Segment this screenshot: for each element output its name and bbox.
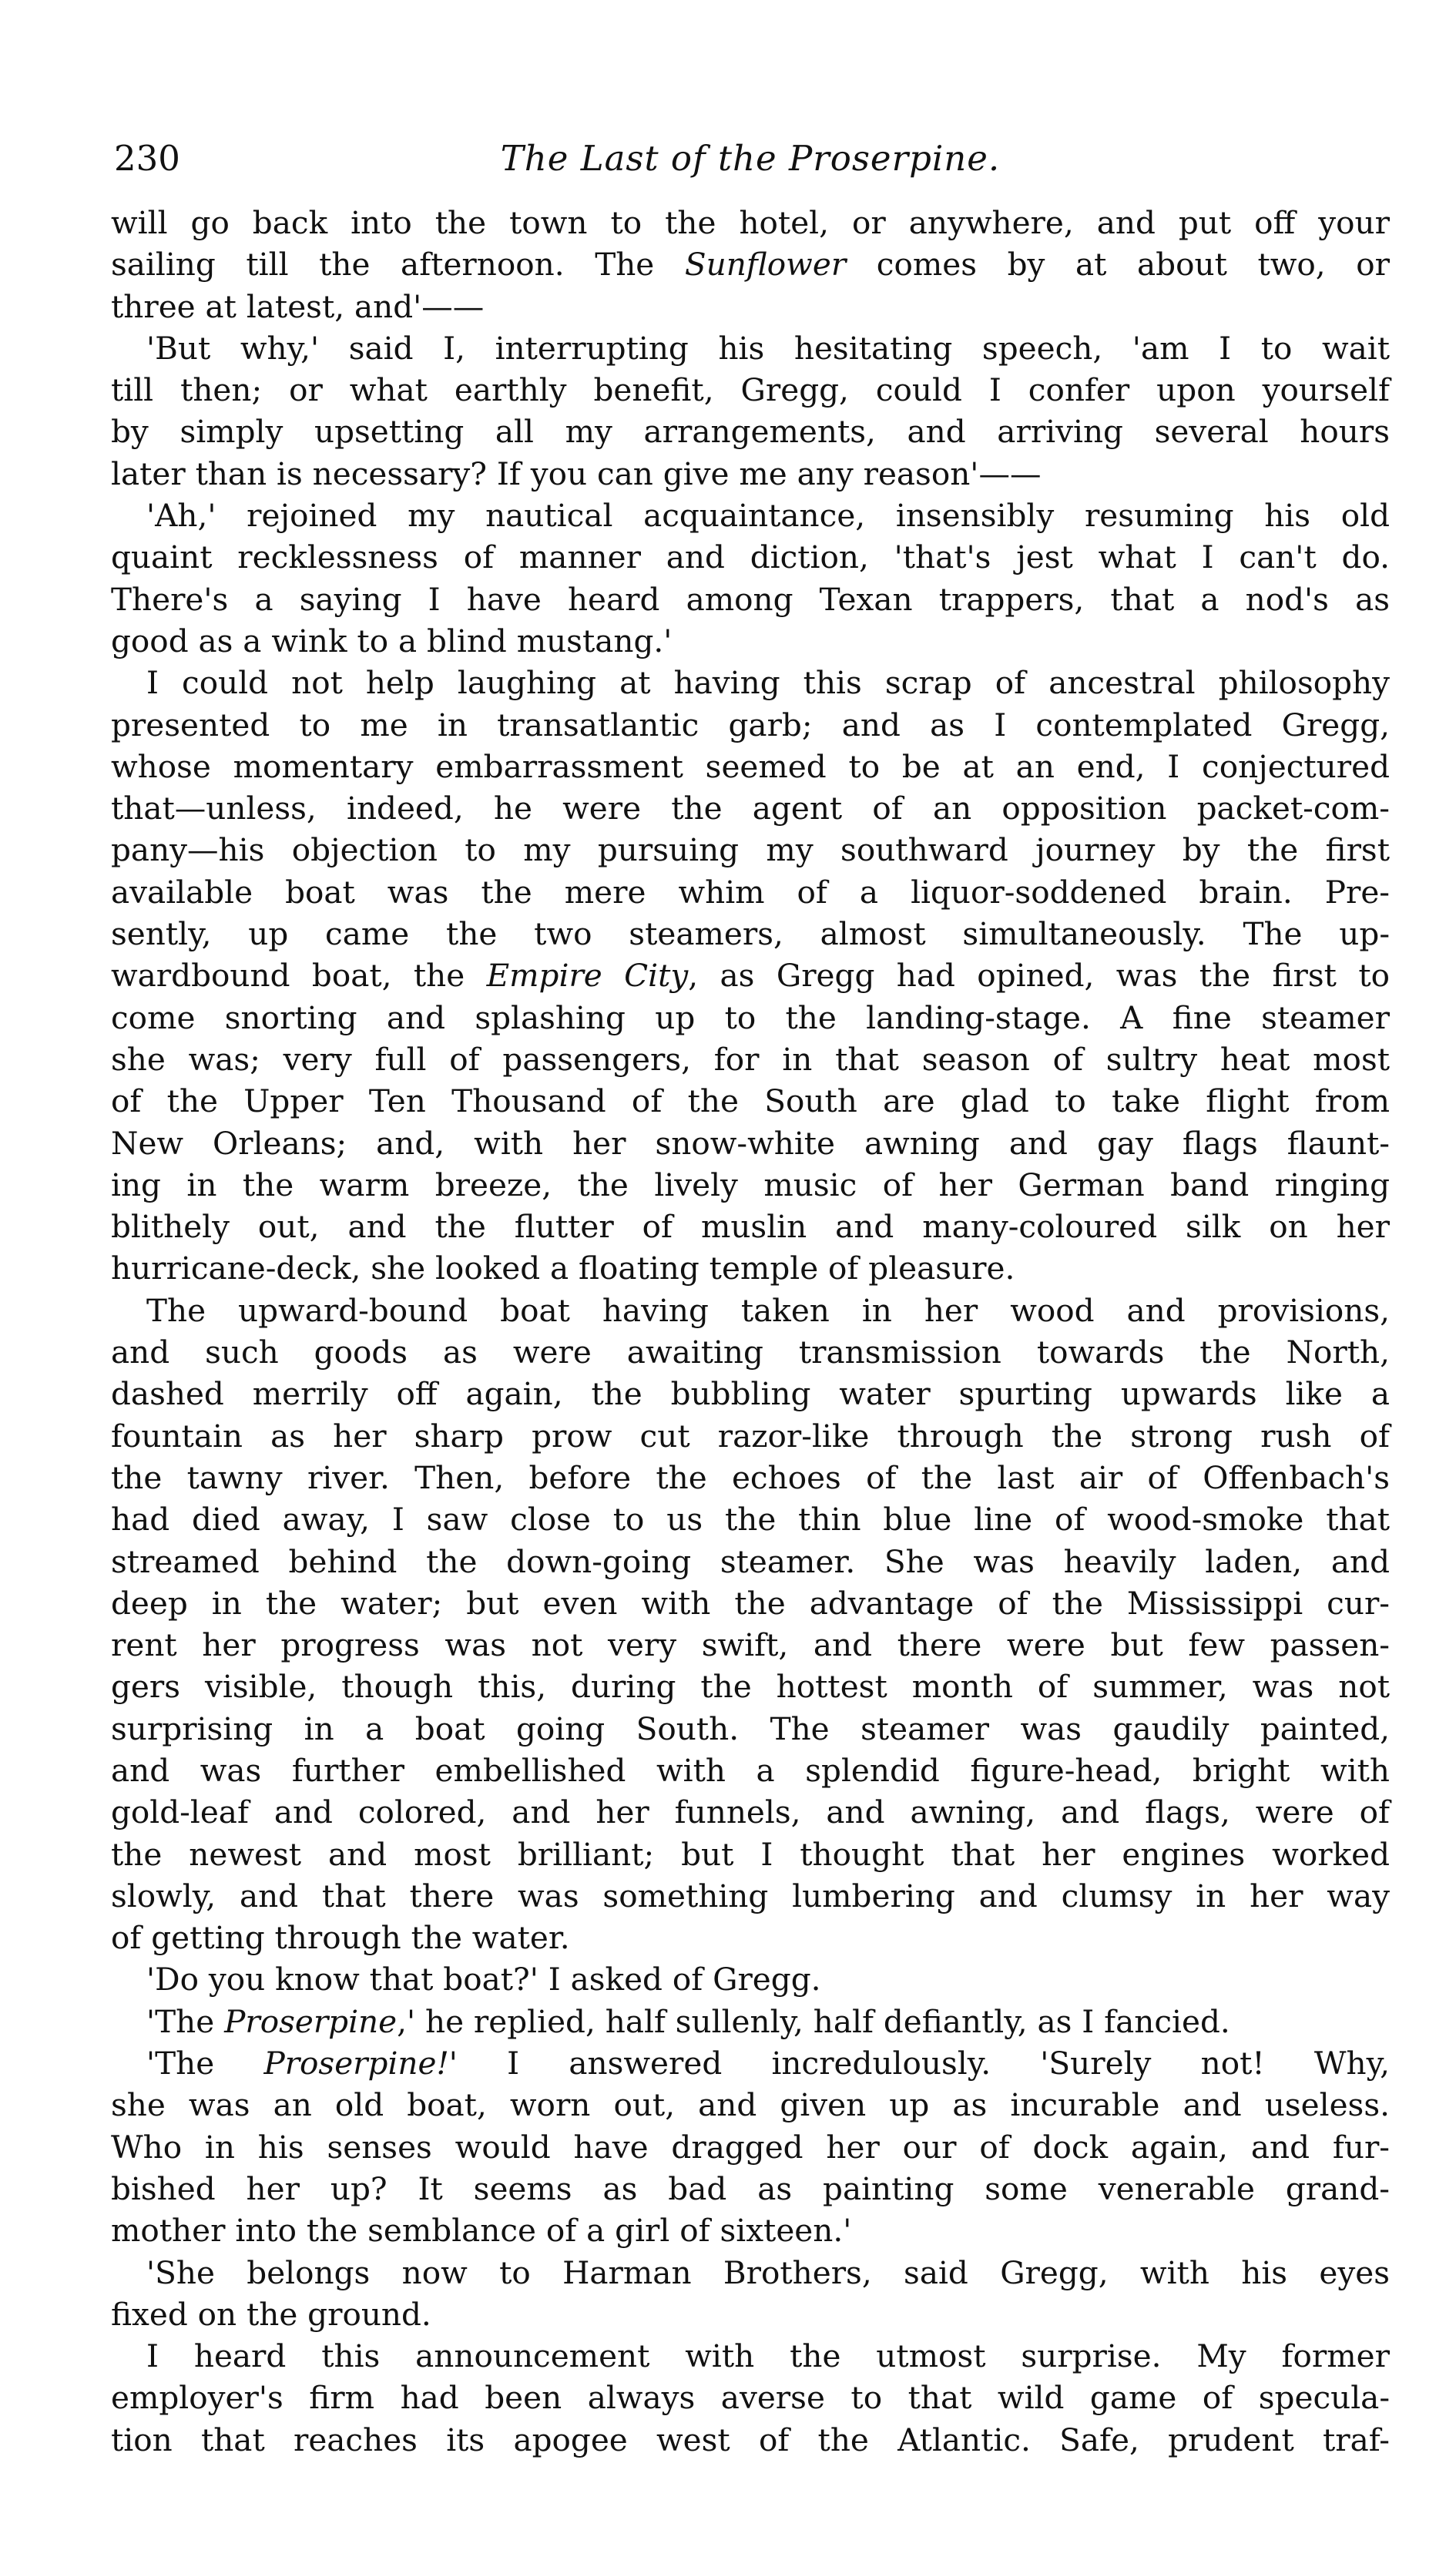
text-line [111, 2294, 1390, 2335]
text-line [111, 871, 1390, 913]
text-run: wardbound boat, the [111, 957, 487, 995]
text-run: New Orleans; and, with her snow-white awning and gay flags flaunt- [111, 1124, 1390, 1162]
text-line [111, 997, 1390, 1039]
text-run: deep in the water; but even with the advantage of the Mississippi cur- [111, 1584, 1390, 1622]
text-line [111, 286, 1390, 327]
text-run: three at latest, and'—— [111, 287, 485, 325]
text-run: tion that reaches its apogee west of the Atlantic. Safe, prudent traf- [111, 2421, 1390, 2458]
text-run: of the Upper Ten Thousand of the South are glad to take flight from [111, 1082, 1390, 1120]
text-run: the newest and most brilliant; but I thought that her engines worked [111, 1835, 1390, 1873]
text-run: ' I answered incredulously. 'Surely not! Why, [448, 2045, 1390, 2082]
text-run: and was further embellished with a splendid figure-head, bright with [111, 1751, 1390, 1789]
text-line [111, 787, 1390, 829]
text-run: dashed merrily off again, the bubbling water spurting upwards like a [111, 1375, 1390, 1413]
text-line [111, 620, 1390, 662]
text-run: , as Gregg had opined, was the first to [688, 957, 1390, 995]
text-line [111, 327, 1390, 369]
italic-run: Proserpine! [263, 2045, 449, 2082]
text-line [111, 1875, 1390, 1917]
text-run: mother into the semblance of a girl of sixteen.' [111, 2212, 852, 2250]
text-line [111, 1708, 1390, 1750]
text-run: had died away, I saw close to us the thin blue line of wood-smoke that [111, 1501, 1390, 1539]
text-run: ,' he replied, half sullenly, half defiantly, as I fancied. [397, 2002, 1230, 2040]
text-run: 'But why,' said I, interrupting his hesitating speech, 'am I to wait [146, 329, 1390, 367]
text-line [111, 579, 1390, 620]
text-line [111, 495, 1390, 536]
text-run: come snorting and splashing up to the landing-stage. A fine steamer [111, 998, 1390, 1036]
text-run: employer's firm had been always averse to that wild game of specula- [111, 2379, 1390, 2417]
text-run: good as a wink to a blind mustang.' [111, 622, 673, 659]
italic-run: Sunflower [684, 246, 847, 284]
text-line [111, 704, 1390, 746]
text-run: ing in the warm breeze, the lively music of her German band ringing [111, 1166, 1390, 1203]
text-line [111, 1080, 1390, 1122]
text-run: fountain as her sharp prow cut razor-like through the strong rush of [111, 1417, 1390, 1455]
text-line [111, 2252, 1390, 2294]
text-run: fixed on the ground. [111, 2295, 431, 2333]
running-head [111, 136, 1390, 182]
text-run: later than is necessary? If you can give me any reason'—— [111, 455, 1042, 492]
text-run: 'She belongs now to Harman Brothers, said Gregg, with his eyes [146, 2253, 1390, 2291]
text-line [111, 746, 1390, 787]
text-line [111, 2210, 1390, 2251]
text-line [111, 2042, 1390, 2084]
text-run: she was an old boat, worn out, and given up as incurable and useless. [111, 2086, 1390, 2124]
text-run: quaint recklessness of manner and diction, 'that's jest what I can't do. [111, 539, 1390, 576]
text-run: sently, up came the two steamers, almost simultaneously. The up- [111, 915, 1390, 953]
text-run: bished her up? It seems as bad as painting some venerable grand- [111, 2169, 1390, 2207]
text-run: gold-leaf and colored, and her funnels, and awning, and flags, were of [111, 1794, 1390, 1831]
text-line [111, 1750, 1390, 1791]
text-run: The upward-bound boat having taken in her wood and provisions, [146, 1291, 1390, 1329]
text-run: blithely out, and the flutter of muslin and many-coloured silk on her [111, 1208, 1390, 1246]
text-line [111, 829, 1390, 871]
text-run: presented to me in transatlantic garb; and as I contemplated Gregg, [111, 706, 1390, 743]
text-line [111, 536, 1390, 578]
text-line [111, 2377, 1390, 2418]
text-line [111, 1415, 1390, 1457]
text-line [111, 1331, 1390, 1373]
text-run: surprising in a boat going South. The steamer was gaudily painted, [111, 1710, 1390, 1747]
text-line [111, 1247, 1390, 1289]
text-run: 'The [146, 2045, 264, 2082]
text-run: by simply upsetting all my arrangements, and arriving several hours [111, 413, 1390, 451]
text-line [111, 453, 1390, 495]
text-run: 'The [146, 2002, 225, 2040]
text-run: streamed behind the down-going steamer. She was heavily laden, and [111, 1542, 1390, 1580]
text-line [111, 913, 1390, 955]
text-run: the tawny river. Then, before the echoes of the last air of Offenbach's [111, 1458, 1390, 1496]
text-line [111, 369, 1390, 411]
text-line [111, 1791, 1390, 1833]
text-line [111, 1582, 1390, 1624]
text-line [111, 2084, 1390, 2126]
text-run: I heard this announcement with the utmost surprise. My former [146, 2337, 1390, 2375]
page-number: 230 [114, 138, 180, 179]
body-text [111, 202, 1390, 2461]
text-line [111, 2001, 1390, 2042]
text-line [111, 2168, 1390, 2210]
text-line [111, 1666, 1390, 1707]
text-line [111, 1958, 1390, 2000]
text-line [111, 243, 1390, 285]
text-line [111, 1917, 1390, 1958]
text-line [111, 1457, 1390, 1498]
text-run: pany—his objection to my pursuing my southward journey by the first [111, 831, 1390, 869]
text-line [111, 1498, 1390, 1540]
text-run: rent her progress was not very swift, and there were but few passen- [111, 1626, 1390, 1664]
text-line [111, 202, 1390, 243]
text-run: I could not help laughing at having this scrap of ancestral philosophy [146, 664, 1390, 702]
text-run: that—unless, indeed, he were the agent of an opposition packet-com- [111, 790, 1390, 827]
text-run: comes by at about two, or [846, 246, 1390, 284]
text-line [111, 1834, 1390, 1875]
text-run: 'Ah,' rejoined my nautical acquaintance, insensibly resuming his old [146, 497, 1390, 535]
text-run: gers visible, though this, during the hottest month of summer, was not [111, 1668, 1390, 1706]
text-line [111, 1164, 1390, 1206]
text-line [111, 2126, 1390, 2168]
text-line [111, 1206, 1390, 1247]
text-line [111, 2419, 1390, 2461]
text-line [111, 1290, 1390, 1331]
running-title: The Last of the Proserpine. [500, 138, 1001, 179]
text-line [111, 955, 1390, 996]
text-run: of getting through the water. [111, 1919, 570, 1957]
italic-run: Proserpine [224, 2002, 398, 2040]
text-line [111, 662, 1390, 703]
text-run: 'Do you know that boat?' I asked of Gregg. [146, 1961, 821, 1998]
text-run: available boat was the mere whim of a liquor-soddened brain. Pre- [111, 873, 1390, 911]
text-line [111, 1541, 1390, 1582]
text-line [111, 2335, 1390, 2377]
text-run: Who in his senses would have dragged her our of dock again, and fur- [111, 2128, 1390, 2166]
text-run: slowly, and that there was something lumbering and clumsy in her way [111, 1877, 1390, 1914]
text-run: There's a saying I have heard among Texan trappers, that a nod's as [111, 580, 1390, 618]
text-run: whose momentary embarrassment seemed to be at an end, I conjectured [111, 747, 1390, 785]
text-line [111, 411, 1390, 452]
text-run: and such goods as were awaiting transmission towards the North, [111, 1334, 1390, 1371]
text-run: hurricane-deck, she looked a floating temple of pleasure. [111, 1250, 1015, 1287]
text-line [111, 1039, 1390, 1080]
italic-run: Empire City [486, 957, 689, 995]
text-run: sailing till the afternoon. The [111, 246, 685, 284]
book-page [111, 136, 1390, 2461]
text-run: will go back into the town to the hotel, or anywhere, and put off your [111, 204, 1390, 241]
text-line [111, 1122, 1390, 1164]
text-line [111, 1373, 1390, 1414]
text-run: she was; very full of passengers, for in that season of sultry heat most [111, 1040, 1390, 1078]
text-line [111, 1624, 1390, 1666]
text-run: till then; or what earthly benefit, Gregg, could I confer upon yourself [111, 371, 1390, 409]
